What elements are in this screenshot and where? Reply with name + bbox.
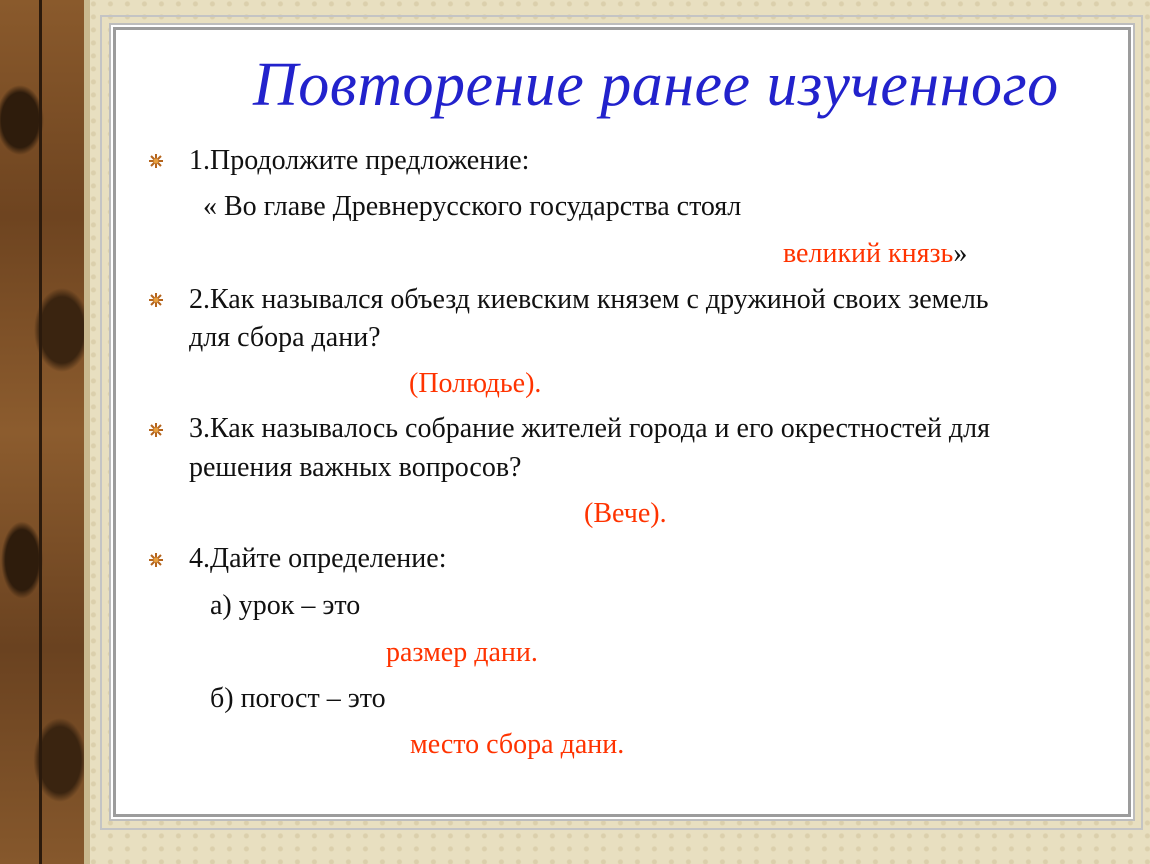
slide-title: Повторение ранее изученного <box>253 51 1059 119</box>
question-1-continuation: « Во главе Древнерусского государства стоял <box>203 191 742 222</box>
bullet-star-icon <box>148 153 164 169</box>
answer-1: великий князь <box>783 238 954 269</box>
bullet-star-icon <box>148 422 164 438</box>
question-3-line-2: решения важных вопросов? <box>189 452 522 483</box>
question-2-line-2: для сбора дани? <box>189 322 381 353</box>
answer-1-closing-quote: » <box>953 238 968 269</box>
answer-3: (Вече). <box>584 498 667 529</box>
answer-2: (Полюдье). <box>409 368 542 399</box>
answer-4-a: размер дани. <box>386 637 538 668</box>
question-1: 1.Продолжите предложение: <box>189 145 530 176</box>
question-2-line-1: 2.Как назывался объезд киевским князем с дружиной своих земель <box>189 284 989 315</box>
question-4-part-a: а) урок – это <box>210 590 361 621</box>
answer-1-line <box>783 236 967 272</box>
bullet-star-icon <box>148 292 164 308</box>
question-4-part-b: б) погост – это <box>210 683 386 714</box>
question-3-line-1: 3.Как называлось собрание жителей города и его окрестностей для <box>189 413 990 444</box>
decorative-wood-strip <box>0 0 84 864</box>
answer-4-b: место сбора дани. <box>410 729 625 760</box>
bullet-star-icon <box>148 552 164 568</box>
question-4: 4.Дайте определение: <box>189 543 447 574</box>
